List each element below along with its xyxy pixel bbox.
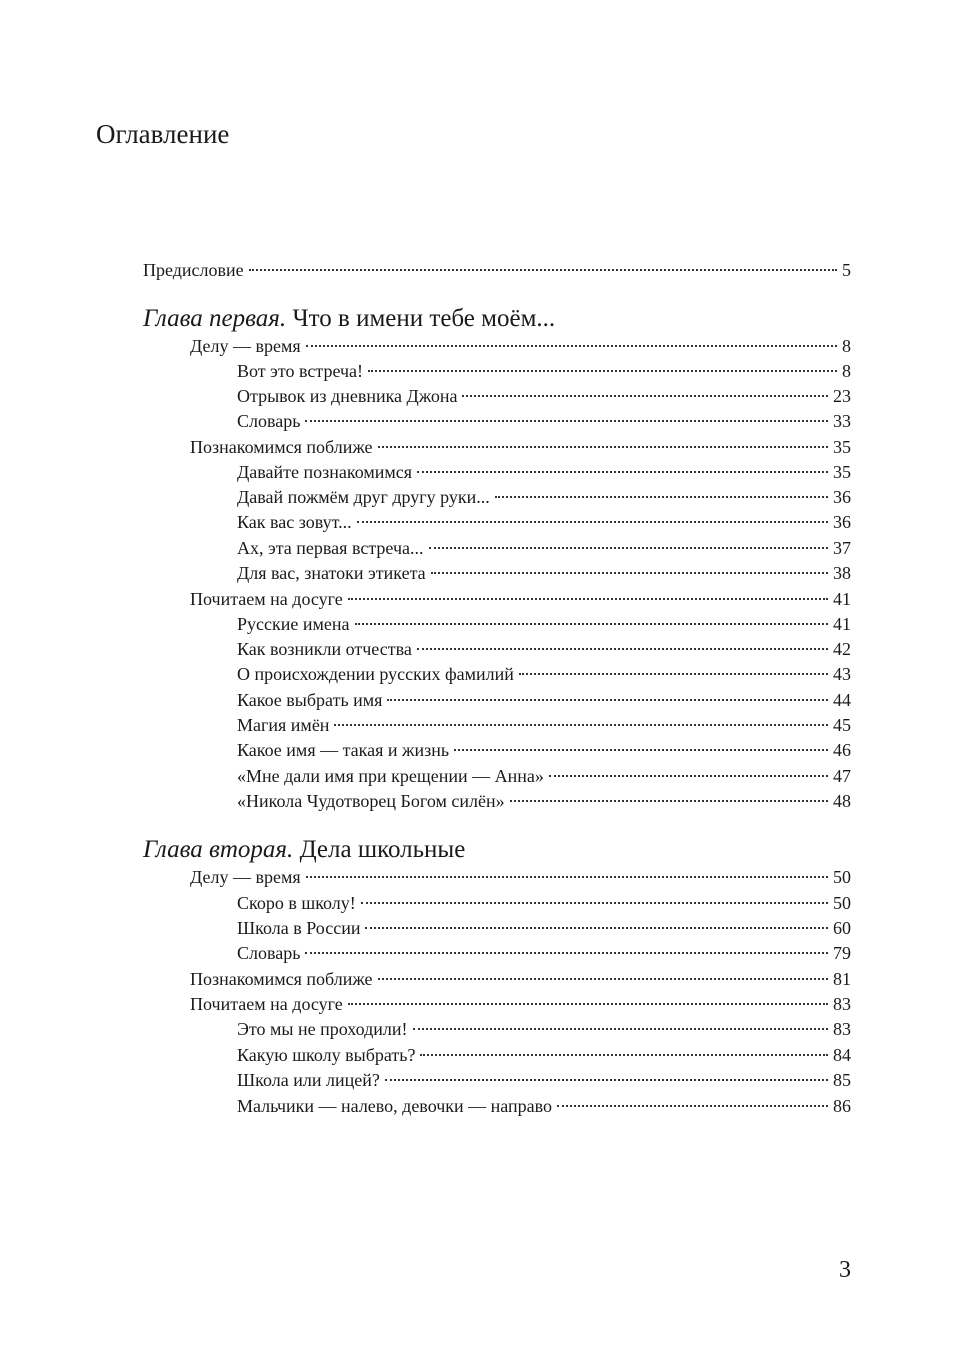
toc-entry-page: 85 [833,1070,851,1090]
toc-entry-subsection[interactable] [237,636,851,662]
toc-entry-subsection[interactable] [237,383,851,409]
toc-entry-label: Почитаем на досуге [190,994,343,1014]
dot-leader [306,876,828,878]
toc-entry-page: 84 [833,1045,851,1065]
toc-entry-section[interactable] [190,434,851,460]
toc-entry-subsection[interactable] [237,1093,851,1119]
dot-leader [454,749,828,751]
toc-entry-subsection[interactable] [237,737,851,763]
toc-entry-section[interactable] [190,864,851,890]
dot-leader [557,1105,828,1107]
toc-entry-subsection[interactable] [237,661,851,687]
toc-entry-label: Школа или лицей? [237,1070,380,1090]
toc-entry-page: 83 [833,1019,851,1039]
toc-entry-subsection[interactable] [237,788,851,814]
toc-entry-label: О происхождении русских фамилий [237,664,514,684]
toc-entry-page: 36 [833,512,851,532]
dot-leader [306,345,837,347]
toc-entry-page: 36 [833,487,851,507]
toc-entry-section[interactable] [190,991,851,1017]
toc-entry-page: 60 [833,918,851,938]
toc-entry-label: Это мы не проходили! [237,1019,408,1039]
toc-entry-page: 38 [833,563,851,583]
toc-entry-page: 81 [833,969,851,989]
toc-entry-page: 35 [833,437,851,457]
toc-entry-label: Магия имён [237,715,330,735]
page-number: 3 [839,1257,851,1283]
chapter-title: Что в имени тебе моём... [292,305,556,332]
toc-entry-page: 83 [833,994,851,1014]
dot-leader [417,648,828,650]
toc-entry-label: Познакомимся поближе [190,969,373,989]
chapter-prefix: Глава первая. [143,305,287,332]
dot-leader [305,952,828,954]
toc-entry-page: 50 [833,867,851,887]
dot-leader [378,446,828,448]
toc-entry-page: 41 [833,614,851,634]
toc-entry-subsection[interactable] [237,484,851,510]
chapter-prefix: Глава вторая. [143,836,294,863]
toc-entry-page: 35 [833,462,851,482]
toc-entry-subsection[interactable] [237,509,851,535]
toc-entry-page: 8 [842,361,851,381]
toc-entry-subsection[interactable] [237,459,851,485]
dot-leader [431,572,828,574]
toc-entry-label: Русские имена [237,614,350,634]
dot-leader [417,471,828,473]
toc-entry-subsection[interactable] [237,1016,851,1042]
dot-leader [387,699,828,701]
toc-entry-label: Как вас зовут... [237,512,352,532]
toc-entry-label: Школа в России [237,918,361,938]
toc-entry-subsection[interactable] [237,687,851,713]
chapter-heading-1[interactable] [143,302,555,336]
toc-entry-subsection[interactable] [237,763,851,789]
toc-entry-subsection[interactable] [237,890,851,916]
dot-leader [334,724,828,726]
dot-leader [429,547,828,549]
toc-entry-page: 79 [833,943,851,963]
toc-entry-section[interactable] [190,966,851,992]
dot-leader [385,1079,828,1081]
toc-entry-page: 50 [833,893,851,913]
dot-leader [368,370,837,372]
toc-entry-label: Какое имя — такая и жизнь [237,740,450,760]
toc-entry-page: 23 [833,386,851,406]
toc-entry-page: 43 [833,664,851,684]
toc-entry-page: 44 [833,690,851,710]
toc-entry-label: Делу — время [190,336,301,356]
dot-leader [348,598,828,600]
toc-entry-subsection[interactable] [237,940,851,966]
toc-entry-subsection[interactable] [237,408,851,434]
dot-leader [549,775,828,777]
toc-entry-label: «Мне дали имя при крещении — Анна» [237,766,544,786]
dot-leader [495,496,828,498]
toc-entry-page: 42 [833,639,851,659]
toc-entry-subsection[interactable] [237,915,851,941]
toc-entry-subsection[interactable] [237,1067,851,1093]
dot-leader [305,420,828,422]
toc-entry-page: 46 [833,740,851,760]
toc-entry-page: 37 [833,538,851,558]
toc-entry-label: Давай пожмём друг другу руки... [237,487,490,507]
chapter-title: Дела школьные [299,836,466,863]
dot-leader [519,673,828,675]
toc-entry-label: Какое выбрать имя [237,690,383,710]
dot-leader [355,623,829,625]
dot-leader [348,1003,828,1005]
toc-entry-label: «Никола Чудотворец Богом силён» [237,791,505,811]
toc-entry-section[interactable] [190,333,851,359]
dot-leader [249,269,837,271]
dot-leader [365,927,828,929]
toc-entry-page: 5 [842,260,851,280]
toc-entry-page: 8 [842,336,851,356]
toc-entry-section[interactable] [190,586,851,612]
toc-entry-label: Скоро в школу! [237,893,356,913]
toc-entry-label: Вот это встреча! [237,361,364,381]
dot-leader [462,395,828,397]
toc-entry-subsection[interactable] [237,1042,851,1068]
toc-entry-label: Познакомимся поближе [190,437,373,457]
toc-entry-page: 41 [833,589,851,609]
toc-entry-label: Для вас, знатоки этикета [237,563,426,583]
toc-entry-subsection[interactable] [237,560,851,586]
toc-entry-subsection[interactable] [237,535,851,561]
dot-leader [510,800,828,802]
toc-entry-label: Словарь [237,943,301,963]
page-title: Оглавление [96,119,230,149]
dot-leader [361,902,828,904]
toc-entry-label: Отрывок из дневника Джона [237,386,458,406]
toc-entry-page: 86 [833,1096,851,1116]
toc-entry-page: 45 [833,715,851,735]
toc-entry-label: Почитаем на досуге [190,589,343,609]
dot-leader [413,1028,829,1030]
chapter-heading-2[interactable] [143,833,465,867]
toc-entry-label: Предисловие [143,260,244,280]
toc-entry-label: Делу — время [190,867,301,887]
toc-entry-page: 48 [833,791,851,811]
toc-entry-page: 33 [833,411,851,431]
toc-entry-label: Мальчики — налево, девочки — направо [237,1096,553,1116]
toc-entry-subsection[interactable] [237,611,851,637]
toc-entry-page: 47 [833,766,851,786]
toc-entry-label: Словарь [237,411,301,431]
dot-leader [420,1054,828,1056]
toc-entry-subsection[interactable] [237,358,851,384]
dot-leader [378,978,828,980]
toc-entry-subsection[interactable] [237,712,851,738]
toc-entry-label: Как возникли отчества [237,639,412,659]
toc-entry-preface[interactable] [143,257,851,283]
toc-entry-label: Какую школу выбрать? [237,1045,416,1065]
toc-entry-label: Ах, эта первая встреча... [237,538,424,558]
dot-leader [357,521,828,523]
toc-entry-label: Давайте познакомимся [237,462,413,482]
